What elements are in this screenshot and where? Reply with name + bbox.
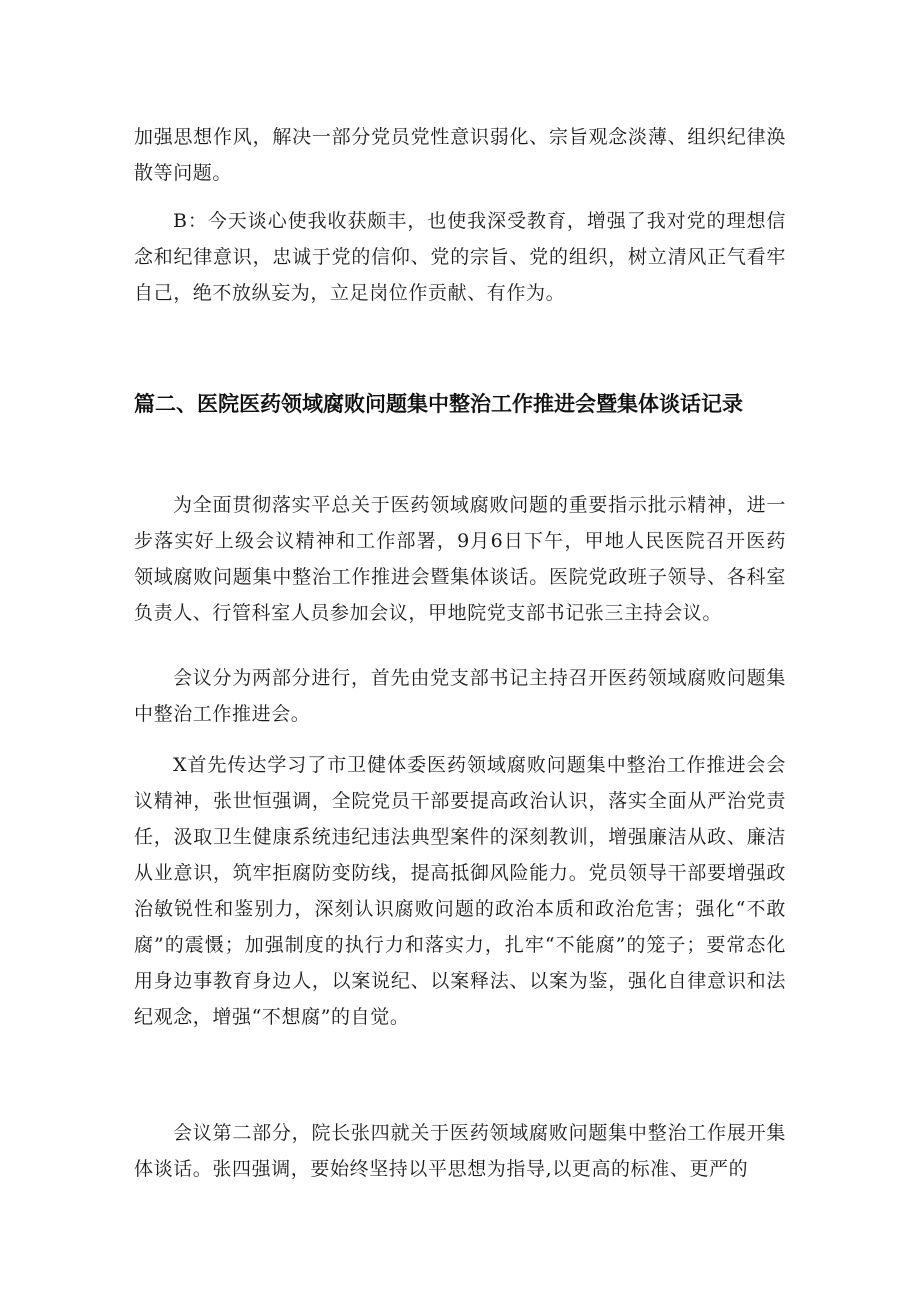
paragraph-first-part: X首先传达学习了市卫健体委医药领域腐败问题集中整治工作推进会会议精神，张世恒强调，全院党员干部要提高政治认识，落实全面从严治党责任，汲取卫生健康系统违纪违法典型案件的深刻教训，增强廉洁从政、廉洁从业意识，筑牢拒腐防变防线，提高抵御风险能力。党员领导干部要增强政治敏锐性和鉴别力，深刻认识腐败问题的政治本质和政治危害；强化“不敢腐”的震慑；加强制度的执行力和落实力，扎牢“不能腐”的笼子；要常态化用身边事教育身边人，以案说纪、以案释法、以案为鉴，强化自律意识和法纪观念，增强“不想腐”的自觉。 (134, 754, 786, 1028)
paragraph-intro-continuation: 加强思想作风，解决一部分党员党性意识弱化、宗旨观念淡薄、组织纪律涣散等问题。 (134, 126, 786, 184)
paragraph-meeting-structure: 会议分为两部分进行，首先由党支部书记主持召开医药领域腐败问题集中整治工作推进会。 (134, 667, 786, 725)
paragraph-second-part: 会议第二部分，院长张四就关于医药领域腐败问题集中整治工作展开集体谈话。张四强调，要始终坚持以平思想为指导,以更高的标准、更严的 (134, 1122, 786, 1180)
paragraph-b-statement: B：今天谈心使我收获颇丰，也使我深受教育，增强了我对党的理想信念和纪律意识，忠诚于党的信仰、党的宗旨、党的组织，树立清风正气看牢自己，绝不放纵妄为，立足岗位作贡献、有作为。 (134, 210, 786, 304)
section-heading: 篇二、医院医药领域腐败问题集中整治工作推进会暨集体谈话记录 (134, 392, 743, 416)
paragraph-meeting-intro: 为全面贯彻落实平总关于医药领域腐败问题的重要指示批示精神，进一步落实好上级会议精神和工作部署，9月6日下午，甲地人民医院召开医药领域腐败问题集中整治工作推进会暨集体谈话。医院党政班子领导、各科室负责人、行管科室人员参加会议，甲地院党支部书记张三主持会议。 (134, 494, 786, 624)
